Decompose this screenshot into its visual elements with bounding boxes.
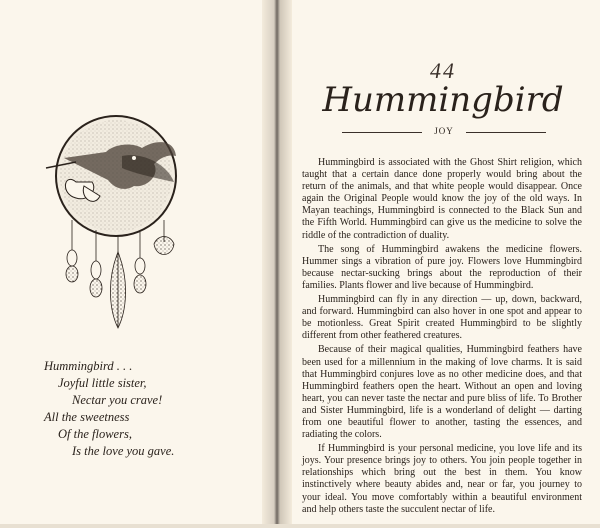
poem-line: All the sweetness xyxy=(44,410,130,424)
body-paragraph: Hummingbird is associated with the Ghost Shirt religion, which taught that a certain dance done properly would bring about the return of the animals, and that white people would disappear. Once again the Original People would know the joy of the old ways. In Mayan teachings, Hummingbird is connected to the Black Sun and the Fifth World. Hummingbird can give us the medicine to solve the riddle of the contradiction of duality. xyxy=(302,157,582,241)
poem-line: Is the love you gave. xyxy=(72,444,175,458)
chapter-title: Hummingbird xyxy=(322,80,564,120)
poem-line: Of the flowers, xyxy=(58,427,132,441)
poem xyxy=(44,358,254,460)
body-paragraph: Hummingbird can fly in any direction — up, down, backward, and forward. Hummingbird can also hover in one spot and appear to be motionless. Great Spirit created Hummingbird to be slightly different from other feathered creatures. xyxy=(302,294,582,342)
body-paragraph: The song of Hummingbird awakens the medicine flowers. Hummer sings a vibration of pure joy. Flowers love Hummingbird because nectar-sucking brings about the reproduction of their families. Plants flower and live because of Hummingbird. xyxy=(302,243,582,291)
chapter-body xyxy=(302,157,582,518)
poem-line: Joyful little sister, xyxy=(58,376,147,390)
body-paragraph: Because of their magical qualities, Hummingbird feathers have been used for a millennium in the making of love charms. It is said that Hummingbird conjures love as no other medicine does, and that Hummingbird feathers open the heart. Without an open and loving heart, you can never taste the nectar and pure bliss of life. To Brother and Sister Hummingbird, life is a wonderland of delight — darting from one beautiful flower to another, tasting the essences, and radiating the colors. xyxy=(302,344,582,441)
chapter-number: 44 xyxy=(430,58,456,83)
chapter-subtitle xyxy=(342,126,546,138)
poem-line: Nectar you crave! xyxy=(72,393,163,407)
poem-line: Hummingbird . . . xyxy=(44,359,133,373)
page-edge xyxy=(0,524,600,528)
dreamcatcher-illustration xyxy=(36,112,196,332)
divider-right xyxy=(466,132,546,133)
body-paragraph: If Hummingbird is your personal medicine, you love life and its joys. Your presence brings joy to others. You join people together in relationships which bring out the best in them. You know instinctively where beauty abides and, near or far, you journey to your ideal. You move comfortably within a beautiful environment and help others taste the succulent nectar of life. xyxy=(302,443,582,515)
subtitle-label: JOY xyxy=(434,126,454,136)
